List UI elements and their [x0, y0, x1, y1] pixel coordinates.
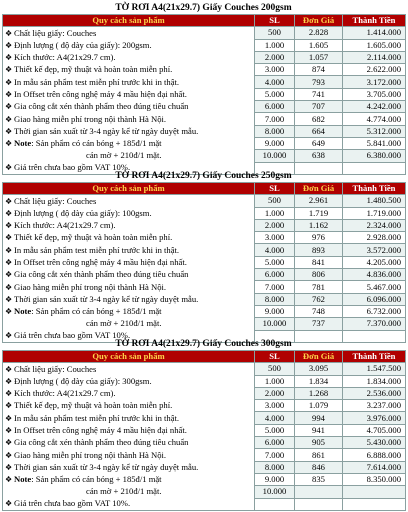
- qty-cell: 5.000: [255, 256, 295, 268]
- total-cell: 3.572.000: [343, 244, 406, 256]
- diamond-bullet-icon: ❖: [5, 438, 13, 448]
- diamond-bullet-icon: ❖: [5, 208, 13, 218]
- qty-cell: 1.000: [255, 39, 295, 51]
- total-cell: 6.380.000: [343, 150, 406, 162]
- note-label: Note: [14, 474, 32, 485]
- spec-line: [3, 232, 255, 244]
- diamond-bullet-icon: ❖: [5, 221, 13, 231]
- diamond-bullet-icon: ❖: [5, 499, 13, 509]
- qty-cell: 5.000: [255, 88, 295, 100]
- spec-text: Giao hàng miễn phí trong nội thành Hà Nội.: [14, 281, 167, 292]
- qty-cell: 8.000: [255, 293, 295, 305]
- qty-cell: 1.000: [255, 375, 295, 387]
- table-row: [3, 269, 406, 281]
- table-row: [3, 387, 406, 399]
- diamond-bullet-icon: ❖: [5, 376, 13, 386]
- qty-cell: 10.000: [255, 486, 295, 498]
- qty-cell: 2.000: [255, 219, 295, 231]
- diamond-bullet-icon: ❖: [5, 294, 13, 304]
- table-header-row: [3, 15, 406, 27]
- diamond-bullet-icon: ❖: [5, 282, 13, 292]
- unit-price-cell: 649: [295, 137, 343, 149]
- qty-cell: 500: [255, 195, 295, 207]
- spec-text: In mẫu sản phẩm test miễn phí trước khi in thật.: [14, 412, 180, 423]
- unit-price-cell: 835: [295, 473, 343, 485]
- spec-text: : Sản phẩm có cán bóng + 185đ/1 mặt: [31, 474, 162, 485]
- total-cell: 1.719.000: [343, 207, 406, 219]
- header-total: Thành Tiền: [343, 15, 406, 27]
- qty-cell: 500: [255, 27, 295, 39]
- qty-cell: 2.000: [255, 387, 295, 399]
- table-row: [3, 64, 406, 76]
- table-row: [3, 219, 406, 231]
- table-row: [3, 424, 406, 436]
- total-cell: 3.237.000: [343, 400, 406, 412]
- qty-cell: 10.000: [255, 150, 295, 162]
- total-cell: 1.834.000: [343, 375, 406, 387]
- table-row: [3, 51, 406, 63]
- unit-price-cell: 3.095: [295, 363, 343, 375]
- unit-price-cell: 1.834: [295, 375, 343, 387]
- unit-price-cell: 793: [295, 76, 343, 88]
- spec-line: [3, 473, 255, 485]
- diamond-bullet-icon: ❖: [5, 270, 13, 280]
- price-table-section: [2, 2, 405, 175]
- qty-cell: 500: [255, 363, 295, 375]
- unit-price-cell: 682: [295, 113, 343, 125]
- spec-line: [3, 88, 255, 100]
- price-table-section: [2, 338, 405, 511]
- spec-line: [3, 27, 255, 39]
- unit-price-cell: 976: [295, 232, 343, 244]
- unit-price-cell: 748: [295, 305, 343, 317]
- unit-price-cell: 2.961: [295, 195, 343, 207]
- header-spec: Quy cách sản phẩm: [3, 15, 255, 27]
- spec-line: [3, 195, 255, 207]
- table-row: [3, 363, 406, 375]
- total-cell: 1.480.500: [343, 195, 406, 207]
- unit-price-cell: 905: [295, 437, 343, 449]
- header-spec: Quy cách sản phẩm: [3, 351, 255, 363]
- total-cell: 6.732.000: [343, 305, 406, 317]
- total-cell: 5.467.000: [343, 281, 406, 293]
- spec-line: [3, 375, 255, 387]
- unit-price-cell: 841: [295, 256, 343, 268]
- spec-line: [3, 281, 255, 293]
- qty-cell: 2.000: [255, 51, 295, 63]
- spec-text: Gia công cắt xén thành phẩm theo đúng tiêu chuẩn: [14, 269, 189, 280]
- diamond-bullet-icon: ❖: [5, 40, 13, 50]
- table-row: [3, 244, 406, 256]
- spec-line: [3, 125, 255, 137]
- spec-text: cán mờ + 210đ/1 mặt.: [86, 150, 162, 161]
- diamond-bullet-icon: ❖: [5, 139, 13, 149]
- diamond-bullet-icon: ❖: [5, 163, 13, 173]
- unit-price-cell: 1.268: [295, 387, 343, 399]
- note-label: Note: [14, 138, 32, 149]
- total-cell: 4.242.000: [343, 101, 406, 113]
- qty-cell: 4.000: [255, 412, 295, 424]
- spec-line: [3, 150, 255, 162]
- total-cell: [343, 486, 406, 498]
- total-cell: 4.836.000: [343, 269, 406, 281]
- total-cell: 1.414.000: [343, 27, 406, 39]
- qty-cell: 5.000: [255, 424, 295, 436]
- qty-cell: 3.000: [255, 400, 295, 412]
- table-row: [3, 125, 406, 137]
- spec-line: [3, 449, 255, 461]
- total-cell: 4.205.000: [343, 256, 406, 268]
- qty-cell: 9.000: [255, 137, 295, 149]
- unit-price-cell: 1.162: [295, 219, 343, 231]
- spec-line: [3, 269, 255, 281]
- note-label: Note: [14, 306, 32, 317]
- spec-text: cán mờ + 210đ/1 mặt.: [86, 318, 162, 329]
- table-row: [3, 486, 406, 498]
- spec-line: [3, 64, 255, 76]
- table-row: [3, 318, 406, 330]
- spec-text: Thời gian sản xuất từ 3-4 ngày kể từ ngày duyệt mẫu.: [14, 461, 199, 472]
- spec-text: Định lượng ( độ dày của giấy): 300gsm.: [14, 375, 152, 386]
- qty-cell: 1.000: [255, 207, 295, 219]
- table-title: TỜ RƠI A4(21x29.7) Giấy Couches 300gsm: [115, 339, 292, 349]
- diamond-bullet-icon: ❖: [5, 233, 13, 243]
- qty-cell: 7.000: [255, 281, 295, 293]
- table-row: [3, 437, 406, 449]
- header-spec: Quy cách sản phẩm: [3, 183, 255, 195]
- spec-line: [3, 498, 255, 510]
- qty-cell: 3.000: [255, 232, 295, 244]
- total-cell: 4.774.000: [343, 113, 406, 125]
- spec-line: [3, 318, 255, 330]
- qty-cell: 6.000: [255, 269, 295, 281]
- unit-price-cell: 941: [295, 424, 343, 436]
- table-title: TỜ RƠI A4(21x29.7) Giấy Couches 250gsm: [115, 171, 292, 181]
- spec-line: [3, 113, 255, 125]
- spec-line: [3, 293, 255, 305]
- header-total: Thành Tiền: [343, 351, 406, 363]
- qty-cell: 4.000: [255, 244, 295, 256]
- spec-text: : Sản phẩm có cán bóng + 185đ/1 mặt: [31, 138, 162, 149]
- spec-text: Gia công cắt xén thành phẩm theo đúng tiêu chuẩn: [14, 437, 189, 448]
- diamond-bullet-icon: ❖: [5, 389, 13, 399]
- spec-line: [3, 219, 255, 231]
- qty-cell: 8.000: [255, 461, 295, 473]
- total-cell: 6.096.000: [343, 293, 406, 305]
- header-unit-price: Đơn Giá: [295, 15, 343, 27]
- price-table: [2, 182, 406, 343]
- spec-line: [3, 101, 255, 113]
- unit-price-cell: 806: [295, 269, 343, 281]
- total-cell: 7.614.000: [343, 461, 406, 473]
- unit-price-cell: 2.828: [295, 27, 343, 39]
- spec-text: Giao hàng miễn phí trong nội thành Hà Nội.: [14, 113, 167, 124]
- table-row: [3, 195, 406, 207]
- spec-text: Thời gian sản xuất từ 3-4 ngày kể từ ngày duyệt mẫu.: [14, 293, 199, 304]
- table-row: [3, 461, 406, 473]
- table-row: [3, 400, 406, 412]
- table-row: [3, 412, 406, 424]
- diamond-bullet-icon: ❖: [5, 462, 13, 472]
- unit-price-cell: 664: [295, 125, 343, 137]
- diamond-bullet-icon: ❖: [5, 53, 13, 63]
- total-cell: 3.976.000: [343, 412, 406, 424]
- total-cell: 3.172.000: [343, 76, 406, 88]
- total-cell: 2.928.000: [343, 232, 406, 244]
- diamond-bullet-icon: ❖: [5, 77, 13, 87]
- spec-text: Gia công cắt xén thành phẩm theo đúng tiêu chuẩn: [14, 101, 189, 112]
- table-row: [3, 39, 406, 51]
- unit-price-cell: 893: [295, 244, 343, 256]
- diamond-bullet-icon: ❖: [5, 245, 13, 255]
- total-cell: 5.841.000: [343, 137, 406, 149]
- spec-line: [3, 256, 255, 268]
- spec-line: [3, 51, 255, 63]
- spec-text: Thiết kế đẹp, mỹ thuật và hoàn toàn miễn phí.: [14, 400, 173, 411]
- qty-cell: 6.000: [255, 101, 295, 113]
- unit-price-cell: 741: [295, 88, 343, 100]
- table-row: [3, 207, 406, 219]
- spec-text: Định lượng ( độ dày của giấy): 200gsm.: [14, 39, 152, 50]
- unit-price-cell: 638: [295, 150, 343, 162]
- spec-text: Giá trên chưa bao gồm VAT 10%.: [14, 498, 131, 509]
- total-cell: 6.888.000: [343, 449, 406, 461]
- unit-price-cell: [295, 498, 343, 510]
- total-cell: 2.536.000: [343, 387, 406, 399]
- spec-text: Chất liệu giấy: Couches: [14, 195, 97, 206]
- table-row: [3, 498, 406, 510]
- header-unit-price: Đơn Giá: [295, 351, 343, 363]
- table-row: [3, 281, 406, 293]
- total-cell: 2.622.000: [343, 64, 406, 76]
- unit-price-cell: 1.605: [295, 39, 343, 51]
- unit-price-cell: [295, 486, 343, 498]
- qty-cell: 6.000: [255, 437, 295, 449]
- spec-line: [3, 39, 255, 51]
- total-cell: 5.430.000: [343, 437, 406, 449]
- spec-line: [3, 207, 255, 219]
- spec-text: Thiết kế đẹp, mỹ thuật và hoàn toàn miễn phí.: [14, 64, 173, 75]
- header-unit-price: Đơn Giá: [295, 183, 343, 195]
- unit-price-cell: 762: [295, 293, 343, 305]
- price-table-section: [2, 170, 405, 343]
- qty-cell: 7.000: [255, 449, 295, 461]
- total-cell: 2.324.000: [343, 219, 406, 231]
- spec-text: Thiết kế đẹp, mỹ thuật và hoàn toàn miễn phí.: [14, 232, 173, 243]
- unit-price-cell: 1.719: [295, 207, 343, 219]
- spec-text: Chất liệu giấy: Couches: [14, 363, 97, 374]
- table-row: [3, 473, 406, 485]
- table-header-row: [3, 183, 406, 195]
- qty-cell: 3.000: [255, 64, 295, 76]
- table-row: [3, 232, 406, 244]
- total-cell: 5.312.000: [343, 125, 406, 137]
- spec-line: [3, 400, 255, 412]
- spec-line: [3, 305, 255, 317]
- unit-price-cell: 781: [295, 281, 343, 293]
- diamond-bullet-icon: ❖: [5, 364, 13, 374]
- unit-price-cell: 861: [295, 449, 343, 461]
- spec-text: : Sản phẩm có cán bóng + 185đ/1 mặt: [31, 306, 162, 317]
- total-cell: 7.370.000: [343, 318, 406, 330]
- spec-line: [3, 387, 255, 399]
- total-cell: 4.705.000: [343, 424, 406, 436]
- unit-price-cell: 707: [295, 101, 343, 113]
- spec-line: [3, 363, 255, 375]
- table-row: [3, 449, 406, 461]
- diamond-bullet-icon: ❖: [5, 28, 13, 38]
- qty-cell: 9.000: [255, 473, 295, 485]
- spec-line: [3, 461, 255, 473]
- total-cell: [343, 498, 406, 510]
- diamond-bullet-icon: ❖: [5, 475, 13, 485]
- spec-text: Kích thước: A4(21x29.7 cm).: [14, 388, 116, 399]
- diamond-bullet-icon: ❖: [5, 257, 13, 267]
- price-table: [2, 14, 406, 175]
- qty-cell: 9.000: [255, 305, 295, 317]
- spec-text: Kích thước: A4(21x29.7 cm).: [14, 52, 116, 63]
- table-row: [3, 27, 406, 39]
- table-row: [3, 256, 406, 268]
- spec-text: Kích thước: A4(21x29.7 cm).: [14, 220, 116, 231]
- header-qty: SL: [255, 183, 295, 195]
- spec-text: In Offset trên công nghệ máy 4 mầu hiện đại nhất.: [14, 256, 187, 267]
- total-cell: 2.114.000: [343, 51, 406, 63]
- spec-text: Chất liệu giấy: Couches: [14, 27, 97, 38]
- qty-cell: 8.000: [255, 125, 295, 137]
- spec-line: [3, 76, 255, 88]
- spec-text: Giao hàng miễn phí trong nội thành Hà Nội.: [14, 449, 167, 460]
- spec-text: In mẫu sản phẩm test miễn phí trước khi in thật.: [14, 76, 180, 87]
- spec-text: In mẫu sản phẩm test miễn phí trước khi in thật.: [14, 244, 180, 255]
- table-title: TỜ RƠI A4(21x29.7) Giấy Couches 200gsm: [115, 3, 292, 13]
- spec-line: [3, 437, 255, 449]
- qty-cell: 10.000: [255, 318, 295, 330]
- spec-text: Định lượng ( độ dày của giấy): 100gsm.: [14, 207, 152, 218]
- table-row: [3, 150, 406, 162]
- diamond-bullet-icon: ❖: [5, 401, 13, 411]
- header-qty: SL: [255, 15, 295, 27]
- qty-cell: 4.000: [255, 76, 295, 88]
- qty-cell: 7.000: [255, 113, 295, 125]
- unit-price-cell: 737: [295, 318, 343, 330]
- spec-text: Giá trên chưa bao gồm VAT 10%.: [14, 162, 131, 173]
- table-row: [3, 88, 406, 100]
- table-row: [3, 305, 406, 317]
- diamond-bullet-icon: ❖: [5, 331, 13, 341]
- table-row: [3, 113, 406, 125]
- unit-price-cell: 874: [295, 64, 343, 76]
- table-row: [3, 137, 406, 149]
- diamond-bullet-icon: ❖: [5, 102, 13, 112]
- unit-price-cell: 1.079: [295, 400, 343, 412]
- diamond-bullet-icon: ❖: [5, 450, 13, 460]
- unit-price-cell: 1.057: [295, 51, 343, 63]
- diamond-bullet-icon: ❖: [5, 307, 13, 317]
- diamond-bullet-icon: ❖: [5, 65, 13, 75]
- spec-text: In Offset trên công nghệ máy 4 mầu hiện đại nhất.: [14, 424, 187, 435]
- qty-cell: [255, 498, 295, 510]
- unit-price-cell: 846: [295, 461, 343, 473]
- spec-text: Thời gian sản xuất từ 3-4 ngày kể từ ngày duyệt mẫu.: [14, 125, 199, 136]
- diamond-bullet-icon: ❖: [5, 126, 13, 136]
- diamond-bullet-icon: ❖: [5, 413, 13, 423]
- diamond-bullet-icon: ❖: [5, 196, 13, 206]
- unit-price-cell: 994: [295, 412, 343, 424]
- header-qty: SL: [255, 351, 295, 363]
- table-row: [3, 375, 406, 387]
- spec-text: cán mờ + 210đ/1 mặt.: [86, 486, 162, 497]
- table-row: [3, 76, 406, 88]
- price-table: [2, 350, 406, 511]
- spec-line: [3, 424, 255, 436]
- table-header-row: [3, 351, 406, 363]
- spec-text: In Offset trên công nghệ máy 4 mầu hiện đại nhất.: [14, 88, 187, 99]
- total-cell: 8.350.000: [343, 473, 406, 485]
- spec-line: [3, 486, 255, 498]
- total-cell: 1.605.000: [343, 39, 406, 51]
- diamond-bullet-icon: ❖: [5, 89, 13, 99]
- diamond-bullet-icon: ❖: [5, 114, 13, 124]
- spec-line: [3, 137, 255, 149]
- spec-line: [3, 412, 255, 424]
- header-total: Thành Tiền: [343, 183, 406, 195]
- table-row: [3, 101, 406, 113]
- spec-text: Giá trên chưa bao gồm VAT 10%.: [14, 330, 131, 341]
- spec-line: [3, 244, 255, 256]
- table-row: [3, 293, 406, 305]
- diamond-bullet-icon: ❖: [5, 425, 13, 435]
- total-cell: 1.547.500: [343, 363, 406, 375]
- total-cell: 3.705.000: [343, 88, 406, 100]
